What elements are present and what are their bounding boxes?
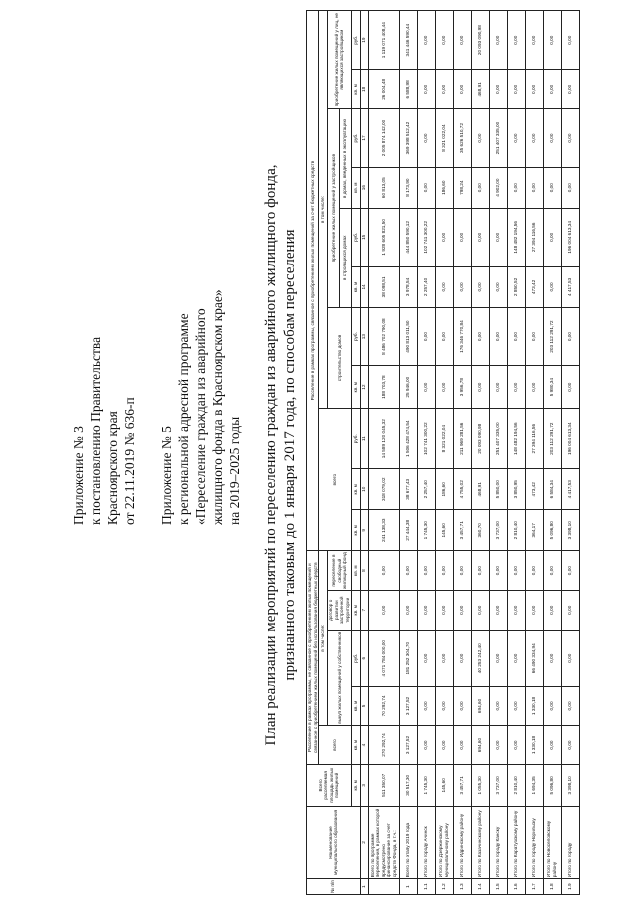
table-row bbox=[561, 11, 579, 895]
table-cell: 27 394 116,56 bbox=[525, 409, 543, 469]
table-cell: 241 138,33 bbox=[368, 510, 399, 551]
table-cell: 0,00 bbox=[561, 366, 579, 409]
table-cell: 0,00 bbox=[417, 70, 435, 109]
col-header-purchase: приобретение жилых помещений у застройщиков bbox=[328, 109, 340, 308]
table-row bbox=[543, 11, 561, 895]
table-cell: 5 850,00 bbox=[489, 469, 507, 510]
table-cell: 26 004,48 bbox=[368, 70, 399, 109]
col-header-incl: в том числе: bbox=[319, 551, 328, 726]
table-cell: 0,00 bbox=[543, 590, 561, 630]
table-cell: 0,00 bbox=[417, 167, 435, 208]
table-row bbox=[525, 11, 543, 895]
table-cell: 0,00 bbox=[435, 11, 453, 70]
table-cell: 38 098,51 bbox=[368, 266, 399, 307]
table-cell: 3 978,54 bbox=[399, 266, 417, 307]
table-cell: 40 253 242,40 bbox=[471, 630, 489, 686]
table-cell: 0,00 bbox=[368, 551, 399, 591]
appendix-5-line: на 2019–2025 годы bbox=[227, 416, 242, 525]
column-number-cell: 11 bbox=[360, 409, 368, 469]
table-cell: 0,00 bbox=[435, 208, 453, 266]
column-number-cell: 16 bbox=[360, 167, 368, 208]
table-cell: 341 446 590,44 bbox=[399, 11, 417, 70]
col-header-buyout: выкуп жилых помещений у собственников bbox=[328, 630, 351, 725]
table-cell: 6 588,98 bbox=[399, 70, 417, 109]
table-cell: 369 398 512,42 bbox=[399, 109, 417, 167]
table-cell: 0,00 bbox=[435, 366, 453, 409]
table-cell: 3 398,10 bbox=[561, 765, 579, 807]
col-header-transfer: переселение в свободный жилищный фонд bbox=[328, 551, 351, 591]
table-cell: 0,00 bbox=[561, 70, 579, 109]
table-cell: 1.8 bbox=[543, 879, 561, 895]
table-cell: 20 093 090,98 bbox=[471, 409, 489, 469]
table-cell: 0,00 bbox=[435, 686, 453, 725]
appendix-3-line: Красноярского края bbox=[105, 411, 120, 525]
table-cell: 0,00 bbox=[489, 551, 507, 591]
appendix-5-header bbox=[158, 289, 243, 525]
appendix-5-line: Приложение № 5 bbox=[159, 426, 174, 525]
column-number-cell: 17 bbox=[360, 109, 368, 167]
col-header-total: всего bbox=[319, 409, 351, 551]
table-cell: 0,00 bbox=[471, 266, 489, 307]
col-header-no-funds: Расселение в рамках программы, не связанное с приобретением жилых помещений и связанное с приобретением жилых помещений без использования бюджетных средств bbox=[307, 551, 319, 765]
column-number-cell: 7 bbox=[360, 590, 368, 630]
column-number-cell: 4 bbox=[360, 725, 368, 764]
table-cell: 60 813,05 bbox=[368, 167, 399, 208]
table-cell: 35 626 510,72 bbox=[453, 109, 471, 167]
table-cell: 0,00 bbox=[471, 551, 489, 591]
unit-cell: кв. м bbox=[351, 551, 360, 591]
table-cell: 145,60 bbox=[435, 510, 453, 551]
table-cell: 0,00 bbox=[489, 725, 507, 764]
table-cell: 473,42 bbox=[525, 266, 543, 307]
column-number-cell: 10 bbox=[360, 469, 368, 510]
plan-title bbox=[262, 25, 300, 885]
unit-cell: кв. м bbox=[351, 725, 360, 764]
table-cell: 211 969 281,56 bbox=[453, 409, 471, 469]
table-cell: 0,00 bbox=[525, 307, 543, 365]
header-row-units bbox=[351, 11, 360, 895]
table-cell: 14 589 120 045,32 bbox=[368, 409, 399, 469]
table-cell: 148 482 194,56 bbox=[507, 409, 525, 469]
unit-cell: кв. м bbox=[351, 70, 360, 109]
table-row bbox=[399, 11, 417, 895]
column-number-cell: 12 bbox=[360, 366, 368, 409]
table-row bbox=[435, 11, 453, 895]
table-cell: 0,00 bbox=[435, 307, 453, 365]
table-cell: 511 350,07 bbox=[368, 765, 399, 807]
table-cell: 0,00 bbox=[453, 725, 471, 764]
table-cell: 8 321 022,04 bbox=[435, 409, 453, 469]
table-cell: Итого по городу bbox=[561, 806, 579, 879]
table-cell: 30 517,30 bbox=[399, 765, 417, 807]
table-cell: 176 346 770,84 bbox=[453, 307, 471, 365]
table-cell: 1 119 071 408,44 bbox=[368, 11, 399, 70]
table-cell: 0,00 bbox=[561, 551, 579, 591]
table-cell: 0,00 bbox=[435, 266, 453, 307]
table-cell: 1.2 bbox=[435, 879, 453, 895]
table-cell: 188 703,78 bbox=[368, 366, 399, 409]
resettlement-plan-table bbox=[306, 10, 580, 895]
unit-cell: кв. м bbox=[351, 686, 360, 725]
table-cell: 3 956,78 bbox=[453, 366, 471, 409]
table-cell: 0,00 bbox=[525, 366, 543, 409]
column-number-cell: 8 bbox=[360, 551, 368, 591]
table-cell: 0,00 bbox=[417, 590, 435, 630]
table-cell: 1.9 bbox=[561, 879, 579, 895]
table-cell: 0,00 bbox=[453, 630, 471, 686]
table-cell: 0,00 bbox=[417, 551, 435, 591]
table-cell: 0,00 bbox=[453, 686, 471, 725]
table-cell: 4 902,00 bbox=[489, 167, 507, 208]
unit-cell: кв. м bbox=[351, 590, 360, 630]
table-cell: 0,00 bbox=[507, 630, 525, 686]
table-cell: 203 112 291,72 bbox=[543, 307, 561, 365]
table-cell: 0,00 bbox=[453, 208, 471, 266]
table-cell: 0,00 bbox=[435, 590, 453, 630]
table-cell: 70 292,74 bbox=[368, 686, 399, 725]
table-cell: 2 257,40 bbox=[417, 266, 435, 307]
table-cell: 0,00 bbox=[507, 307, 525, 365]
unit-cell: руб. bbox=[351, 409, 360, 469]
table-cell: 0,00 bbox=[507, 11, 525, 70]
table-cell: 1 745,30 bbox=[417, 510, 435, 551]
table-cell: 473,42 bbox=[525, 469, 543, 510]
table-cell: 270 292,74 bbox=[368, 725, 399, 764]
table-cell: 0,00 bbox=[489, 266, 507, 307]
table-cell: 0,00 bbox=[489, 366, 507, 409]
table-cell: 0,00 bbox=[435, 725, 453, 764]
table-cell: 0,00 bbox=[543, 208, 561, 266]
table-cell: 0,00 bbox=[471, 167, 489, 208]
table-cell: 203 112 291,72 bbox=[543, 409, 561, 469]
unit-cell: руб. bbox=[351, 307, 360, 365]
table-cell: 1 330,18 bbox=[525, 686, 543, 725]
table-cell: 3 457,71 bbox=[453, 510, 471, 551]
table-cell bbox=[368, 879, 399, 895]
table-cell: 0,00 bbox=[507, 70, 525, 109]
table-cell: Итого по городу Канску bbox=[489, 806, 507, 879]
table-cell: 0,00 bbox=[561, 109, 579, 167]
table-cell: 0,00 bbox=[543, 630, 561, 686]
column-number-cell: 9 bbox=[360, 510, 368, 551]
table-cell: 0,00 bbox=[507, 366, 525, 409]
appendix-5-line: «Переселение граждан из аварийного bbox=[193, 308, 208, 525]
table-cell: 364,17 bbox=[525, 510, 543, 551]
table-cell: 1.4 bbox=[471, 879, 489, 895]
table-cell: 0,00 bbox=[453, 551, 471, 591]
unit-cell: руб. bbox=[351, 11, 360, 70]
table-cell: 1.6 bbox=[507, 879, 525, 895]
column-number-cell: 5 bbox=[360, 686, 368, 725]
table-cell: 0,00 bbox=[399, 551, 417, 591]
table-cell: 0,00 bbox=[417, 630, 435, 686]
table-cell: 0,00 bbox=[417, 11, 435, 70]
header-row-2 bbox=[319, 11, 328, 895]
appendix-3-line: от 22.11.2019 № 636-п bbox=[122, 397, 137, 525]
table-cell: Всего по этапу 2019 года bbox=[399, 806, 417, 879]
column-number-cell: 19 bbox=[360, 11, 368, 70]
plan-title-line: признанного таковым до 1 января 2017 года, по способам переселения bbox=[282, 229, 298, 681]
table-cell: 181 252 304,70 bbox=[399, 630, 417, 686]
column-number-cell: 15 bbox=[360, 208, 368, 266]
table-cell: 0,00 bbox=[453, 70, 471, 109]
table-row bbox=[417, 11, 435, 895]
unit-cell: кв. м bbox=[351, 510, 360, 551]
table-cell: 1 bbox=[399, 879, 417, 895]
table-cell: 0,00 bbox=[471, 208, 489, 266]
column-number-cell: 3 bbox=[360, 765, 368, 807]
table-cell: 694,60 bbox=[471, 686, 489, 725]
table-cell: 444 850 590,12 bbox=[399, 208, 417, 266]
table-cell: 3 457,71 bbox=[453, 765, 471, 807]
col-header-with-funds: Расселение в рамках программы, связанное с приобретением жилых помещений за счет бюджетных средств bbox=[307, 11, 319, 551]
table-cell: 6 584,34 bbox=[543, 469, 561, 510]
col-header-name: Наименование муниципального образования bbox=[307, 806, 361, 879]
table-cell: 0,00 bbox=[489, 686, 507, 725]
table-cell: 694,60 bbox=[471, 725, 489, 764]
table-cell: 66 490 334,94 bbox=[525, 630, 543, 686]
table-cell: 318 079,02 bbox=[368, 469, 399, 510]
table-cell: 3 850,95 bbox=[507, 469, 525, 510]
table-cell: 0,00 bbox=[368, 590, 399, 630]
appendix-5-line: к региональной адресной программе bbox=[176, 313, 191, 525]
column-number-cell: 2 bbox=[360, 806, 368, 879]
table-cell: 8 173,90 bbox=[399, 167, 417, 208]
table-cell: 2 810,40 bbox=[507, 765, 525, 807]
table-cell: 186,60 bbox=[435, 167, 453, 208]
table-cell: 8 486 702 790,08 bbox=[368, 307, 399, 365]
table-cell: 0,00 bbox=[417, 109, 435, 167]
col-header-num: № п/п bbox=[307, 879, 361, 895]
table-cell: 251 407 335,00 bbox=[489, 409, 507, 469]
table-cell: 0,00 bbox=[417, 725, 435, 764]
table-body bbox=[368, 11, 579, 895]
table-cell: 0,00 bbox=[543, 11, 561, 70]
column-number-cell: 6 bbox=[360, 630, 368, 686]
table-cell: 1 694,35 bbox=[525, 765, 543, 807]
table-cell: 2 257,40 bbox=[417, 469, 435, 510]
table-cell: 0,00 bbox=[561, 167, 579, 208]
table-cell: 0,00 bbox=[507, 686, 525, 725]
table-cell: 0,00 bbox=[489, 630, 507, 686]
column-number-row bbox=[360, 11, 368, 895]
col-header-incl: в том числе: bbox=[319, 11, 328, 409]
table-cell: 5 980,34 bbox=[543, 366, 561, 409]
table-cell: 0,00 bbox=[525, 590, 543, 630]
table-cell: 0,00 bbox=[561, 307, 579, 365]
col-header-total: всего bbox=[319, 725, 351, 764]
table-cell: 0,00 bbox=[435, 551, 453, 591]
table-cell: 1.3 bbox=[453, 879, 471, 895]
table-cell: 0,00 bbox=[543, 109, 561, 167]
table-cell: 38 677,43 bbox=[399, 469, 417, 510]
table-cell: 0,00 bbox=[471, 590, 489, 630]
table-cell: 0,00 bbox=[507, 551, 525, 591]
table-cell: 196 004 613,34 bbox=[561, 409, 579, 469]
table-cell: 1.5 bbox=[489, 879, 507, 895]
table-cell: Итого по Идринскому району bbox=[453, 806, 471, 879]
unit-cell: кв. м bbox=[351, 366, 360, 409]
table-cell: 0,00 bbox=[489, 307, 507, 365]
table-cell: 0,00 bbox=[453, 590, 471, 630]
table-cell: 4 417,53 bbox=[561, 266, 579, 307]
unit-cell: руб. bbox=[351, 109, 360, 167]
col-header-building: строительство домов bbox=[328, 307, 351, 408]
table-cell: 27 394 116,56 bbox=[525, 208, 543, 266]
table-cell: 145,60 bbox=[435, 765, 453, 807]
column-number-cell: 14 bbox=[360, 266, 368, 307]
table-cell: 490 813 011,50 bbox=[399, 307, 417, 365]
table-cell: 196 004 613,34 bbox=[561, 208, 579, 266]
table-cell: 0,00 bbox=[453, 266, 471, 307]
col-header-total-area: Всего расселяемая площадь жилых помещений bbox=[307, 765, 352, 807]
table-cell: 1 506 428 474,54 bbox=[399, 409, 417, 469]
column-number-cell: 18 bbox=[360, 70, 368, 109]
table-cell: 0,00 bbox=[507, 109, 525, 167]
table-cell: 1 330,18 bbox=[525, 725, 543, 764]
table-cell: 0,00 bbox=[543, 686, 561, 725]
table-cell: 0,00 bbox=[561, 590, 579, 630]
table-cell: 0,00 bbox=[471, 307, 489, 365]
table-cell: Итого по Новоселовскому району bbox=[543, 806, 561, 879]
table-cell: 4 755,02 bbox=[453, 469, 471, 510]
table-cell: 0,00 bbox=[489, 11, 507, 70]
unit-cell: кв. м bbox=[351, 266, 360, 307]
table-cell: 0,00 bbox=[561, 11, 579, 70]
table-cell: 0,00 bbox=[507, 590, 525, 630]
table-cell: 0,00 bbox=[489, 70, 507, 109]
table-cell: 0,00 bbox=[453, 11, 471, 70]
appendix-3-line: Приложение № 3 bbox=[71, 426, 86, 525]
table-row bbox=[489, 11, 507, 895]
col-header-from-others: приобретение жилых помещений у лиц, не являющихся застройщиком bbox=[328, 11, 351, 109]
table-cell: 468,91 bbox=[471, 469, 489, 510]
appendix-3-line: к постановлению Правительства bbox=[88, 336, 103, 525]
table-cell: 0,00 bbox=[435, 630, 453, 686]
table-cell: 1.1 bbox=[417, 879, 435, 895]
col-header-agreement: договор о развитии застроенной территории bbox=[328, 590, 351, 630]
table-cell: 3 127,52 bbox=[399, 725, 417, 764]
appendix-5-line: жилищного фонда в Красноярском крае» bbox=[210, 289, 225, 525]
table-cell: 186,60 bbox=[435, 469, 453, 510]
col-header-in-finished: в домах, введенных в эксплуатацию bbox=[339, 109, 351, 208]
table-cell: 2 810,40 bbox=[507, 510, 525, 551]
table-cell: 4 417,53 bbox=[561, 469, 579, 510]
table-cell: 0,00 bbox=[525, 109, 543, 167]
table-cell: 0,00 bbox=[525, 551, 543, 591]
table-cell: 0,00 bbox=[525, 167, 543, 208]
table-cell: Итого по Дзержинскому муниципальному району bbox=[435, 806, 453, 879]
plan-title-line: План реализации мероприятий по переселению граждан из аварийного жилищного фонда, bbox=[263, 164, 279, 746]
table-cell: 5 096,80 bbox=[543, 765, 561, 807]
column-number-cell: 13 bbox=[360, 307, 368, 365]
header-row-1 bbox=[307, 11, 319, 895]
table-cell: Итого по городу Ачинск bbox=[417, 806, 435, 879]
table-cell: 8 321 022,04 bbox=[435, 109, 453, 167]
table-row bbox=[471, 11, 489, 895]
table-cell: 0,00 bbox=[543, 551, 561, 591]
unit-cell: руб. bbox=[351, 630, 360, 686]
appendix-3-header bbox=[70, 337, 138, 525]
table-cell: Итого по Казачинскому району bbox=[471, 806, 489, 879]
table-cell: 148 482 194,56 bbox=[507, 208, 525, 266]
table-row bbox=[453, 11, 471, 895]
table-cell: 3 737,00 bbox=[489, 765, 507, 807]
table-cell: 0,00 bbox=[435, 70, 453, 109]
table-cell: 1.7 bbox=[525, 879, 543, 895]
table-cell: 3 398,10 bbox=[561, 510, 579, 551]
table-cell: 0,00 bbox=[561, 686, 579, 725]
table-cell: 2 005 874 142,00 bbox=[368, 109, 399, 167]
table-cell: Всего по программе переселения, в рамках которой предусмотрено финансирование за счет средств Фонда, в т.ч.: bbox=[368, 806, 399, 879]
table-cell: 0,00 bbox=[489, 208, 507, 266]
table-cell: 0,00 bbox=[525, 70, 543, 109]
table-cell: 4 071 784 000,00 bbox=[368, 630, 399, 686]
table-cell: 0,00 bbox=[489, 590, 507, 630]
table-cell: 25 946,00 bbox=[399, 366, 417, 409]
table-cell: 0,00 bbox=[561, 630, 579, 686]
table-cell: 3 737,00 bbox=[489, 510, 507, 551]
unit-cell: кв. м bbox=[351, 765, 360, 807]
table-cell: Итого по городу Норильску bbox=[525, 806, 543, 879]
table-cell: 0,00 bbox=[399, 590, 417, 630]
table-cell: 0,00 bbox=[507, 725, 525, 764]
table-cell: 468,91 bbox=[471, 70, 489, 109]
table-cell: Итого по Каратузскому району bbox=[507, 806, 525, 879]
table-cell: 1 745,30 bbox=[417, 765, 435, 807]
table-cell: 0,00 bbox=[417, 307, 435, 365]
table-cell: 0,00 bbox=[561, 725, 579, 764]
table-row bbox=[368, 11, 399, 895]
table-cell: 0,00 bbox=[417, 686, 435, 725]
table-cell: 360,70 bbox=[471, 510, 489, 551]
table-cell: 0,00 bbox=[543, 167, 561, 208]
table-cell: 0,00 bbox=[507, 167, 525, 208]
table-cell: 0,00 bbox=[543, 266, 561, 307]
table-cell: 1 055,30 bbox=[471, 765, 489, 807]
unit-cell: руб. bbox=[351, 208, 360, 266]
table-cell: 102 741 300,22 bbox=[417, 409, 435, 469]
table-cell: 0,00 bbox=[471, 109, 489, 167]
col-header-in-built: в строящихся домах bbox=[339, 208, 351, 307]
table-cell: 1 928 605 821,50 bbox=[368, 208, 399, 266]
table-cell: 20 093 090,98 bbox=[471, 11, 489, 70]
table-cell: 3 127,52 bbox=[399, 686, 417, 725]
unit-cell: кв. м bbox=[351, 167, 360, 208]
table-cell: 0,00 bbox=[543, 725, 561, 764]
table-cell: 0,00 bbox=[417, 366, 435, 409]
table-cell: 27 444,38 bbox=[399, 510, 417, 551]
table-row bbox=[507, 11, 525, 895]
table-cell: 2 850,52 bbox=[507, 266, 525, 307]
table-cell: 251 407 335,00 bbox=[489, 109, 507, 167]
unit-cell: кв. м bbox=[351, 469, 360, 510]
column-number-cell: 1 bbox=[360, 879, 368, 895]
table-cell: 798,24 bbox=[453, 167, 471, 208]
table-cell: 5 096,80 bbox=[543, 510, 561, 551]
table-cell: 102 741 300,22 bbox=[417, 208, 435, 266]
table-cell: 0,00 bbox=[543, 70, 561, 109]
table-cell: 0,00 bbox=[525, 11, 543, 70]
table-cell: 0,00 bbox=[471, 366, 489, 409]
